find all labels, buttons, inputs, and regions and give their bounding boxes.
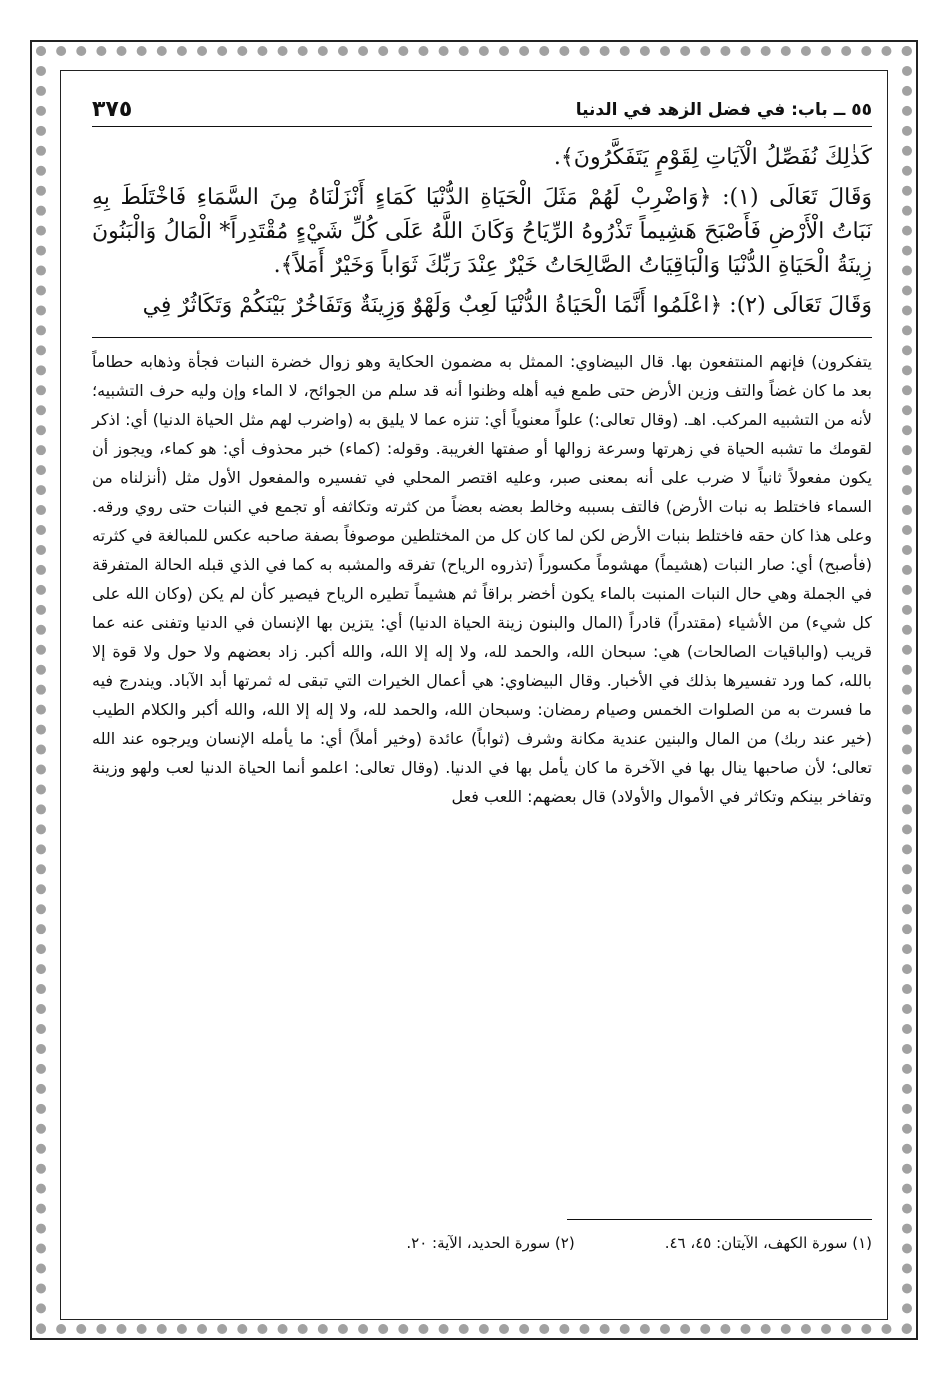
book-page	[92, 86, 872, 1306]
commentary-text: يتفكرون) فإنهم المنتفعون بها. قال البيضاوي: الممثل به مضمون الحكاية وهو زوال خضرة النبات فجأة وذهابه حطاماً بعد ما كان غضاً والتف وزين الأرض حتى طمع فيه أهله وظنوا أنه قد سلم من الجوائح، لا الماء وإن وليه حرف التشبيه؛ لأنه من التشبيه المركب. اهـ. (وقال تعالى:) علواً معنوياً أي: تنزه عما لا يليق به (واضرب لهم مثل الحياة الدنيا) أي: اذكر لقومك ما تشبه الحياة في زهرتها وسرعة زوالها أو صفتها الغريبة. وقوله: (كماء) خبر محذوف أي: هو كماء، ويجوز أن يكون مفعولاً ثانياً لا ضرب على أنه بمعنى صبر، وعليه اقتصر المحلي في تفسيره والمفعول الأول مثل (أنزلناه من السماء فاختلط به نبات الأرض) فالتف بسببه وخالط بعضه بعضاً من كثرته وتكاثفه أو تجمع في النبات حتى روي ورقه. وعلى هذا كان حقه فاختلط بنبات الأرض لكن لما كان كل من المختلطين موصوفاً بصفة صاحبه عكس للمبالغة في كثرته (فأصبح) أي: صار النبات (هشيماً) مهشوماً مكسوراً (تذروه الرياح) تفرقه والمشبه به كما في الذي قبله الحالة المتفرقة في الجملة وهي حال النبات المنبت بالماء يكون أخضر براقاً ثم هشيماً تطيره الرياح فيصير كأن لم يكن (وكان الله على كل شيء) من الأشياء (مقتدراً) قادراً (المال والبنون زينة الحياة الدنيا) أي: يتزين بها الإنسان في الدنيا وتفنى عنه عما قريب (والباقيات الصالحات) هي: سبحان الله، والحمد لله، ولا إله إلا الله، والله أكبر. زاد بعضهم ولا حول ولا قوة إلا بالله، كما ورد تفسيرها بذلك في الأخبار. وقال البيضاوي: هي أعمال الخيرات التي تبقى له ثمرتها أبد الآباد. ويندرج فيه ما فسرت به من الصلوات الخمس وصيام رمضان: وسبحان الله، والحمد لله، ولا إله إلا الله، والله أكبر والكلام الطيب (خير عند ربك) من المال والبنين عندية مكانة وشرف (ثواباً) عائدة (وخير أملاً) أي: ما يأمله الإنسان ويرجوه عند الله تعالى؛ لأن صاحبها ينال بها في الآخرة ما كان يأمل بها في الدنيا. (وقال تعالى: اعلمو أنما الحياة الدنيا لعب ولهو وزينة وتفاخر بينكم وتكاثر في الأموال والأولاد) قال بعضهم: اللعب فعل	[92, 352, 872, 806]
page-number: ٣٧٥	[92, 97, 133, 122]
footnote-2: (٢) سورة الحديد، الآية: ٢٠.	[406, 1234, 575, 1252]
verse-line: وَقَالَ تَعَالَى (١): ﴿وَاضْرِبْ لَهُمْ مَثَلَ الْحَيَاةِ الدُّنْيَا كَمَاءٍ أَنْزَلْنَاهُ مِنَ السَّمَاءِ فَاخْتَلَطَ بِهِ نَبَاتُ الْأَرْضِ فَأَصْبَحَ هَشِيماً تَذْرُوهُ الرِّيَاحُ وَكَانَ اللَّهُ عَلَى كُلِّ شَيْءٍ مُقْتَدِراً* الْمَالُ وَالْبَنُونَ زِينَةُ الْحَيَاةِ الدُّنْيَا وَالْبَاقِيَاتُ الصَّالِحَاتُ خَيْرٌ عِنْدَ رَبِّكَ ثَوَاباً وَخَيْرٌ أَمَلاً﴾.	[92, 185, 872, 279]
footnote-separator	[567, 1219, 872, 1220]
quran-verses	[92, 141, 872, 323]
commentary-separator	[92, 337, 872, 338]
running-header	[92, 86, 872, 127]
footnotes	[92, 1234, 872, 1252]
verse-line: كَذٰلِكَ نُفَصِّلُ الْآيَاتِ لِقَوْمٍ يَتَفَكَّرُونَ﴾.	[553, 145, 872, 170]
verse-line: وَقَالَ تَعَالَى (٢): ﴿اعْلَمُوا أَنَّمَا الْحَيَاةُ الدُّنْيَا لَعِبٌ وَلَهْوٌ وَزِينَةٌ وَتَفَاخُرٌ بَيْنَكُمْ وَتَكَاثُرٌ فِي	[142, 293, 872, 319]
chapter-title: ٥٥ ــ باب: في فضل الزهد في الدنيا	[575, 100, 872, 120]
commentary	[92, 348, 872, 811]
footnote-1: (١) سورة الكهف، الآيتان: ٤٥، ٤٦.	[664, 1234, 872, 1252]
